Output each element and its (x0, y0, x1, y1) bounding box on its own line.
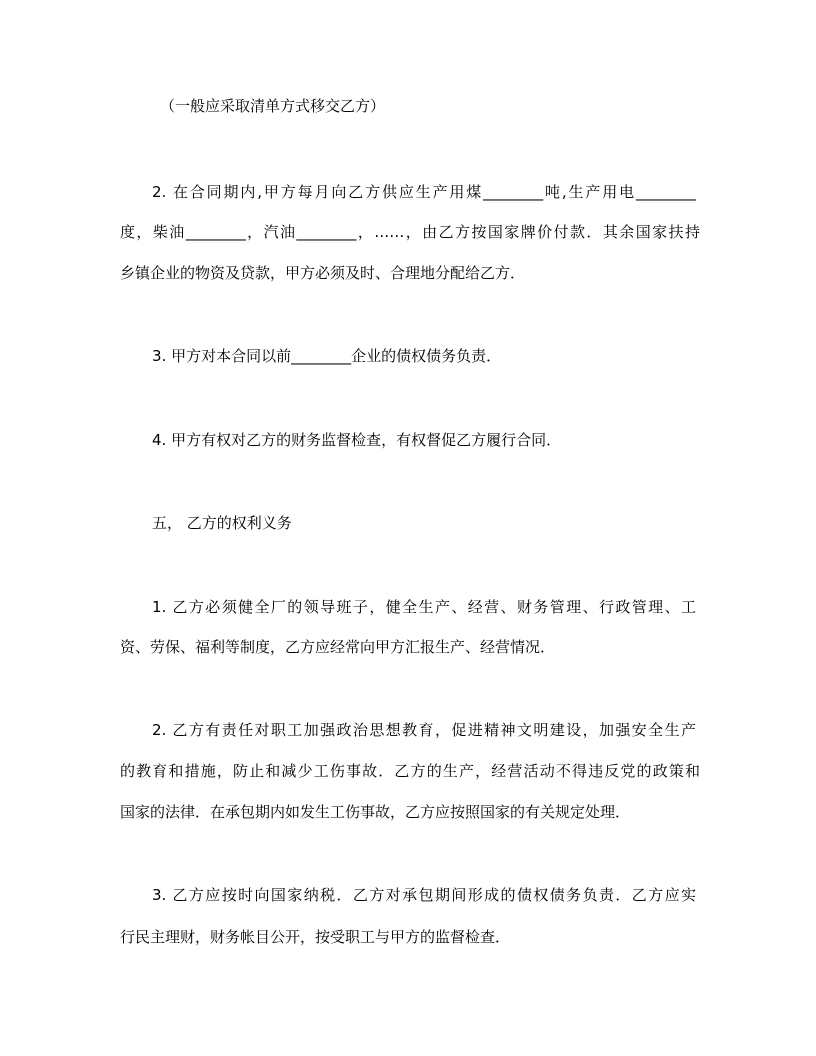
b-clause-2-line-3: 国家的法律．在承包期内如发生工伤事故，乙方应按照国家的有关规定处理． (120, 803, 631, 821)
b-clause-2-line-2: 的教育和措施，防止和减少工伤事故．乙方的生产，经营活动不得违反党的政策和 (120, 762, 700, 780)
clause-3: 3. 甲方对本合同以前________企业的债权债务负责． (152, 347, 502, 365)
clause-2-line-2: 度，柴油________，汽油________，……，由乙方按国家牌价付款．其余国家扶持 (120, 223, 700, 241)
clause-2-line-3: 乡镇企业的物资及贷款，甲方必须及时、合理地分配给乙方． (120, 264, 526, 282)
b-clause-1-line-2: 资、劳保、福利等制度，乙方应经常向甲方汇报生产、经营情况． (120, 638, 556, 656)
section-5-heading: 五， 乙方的权利义务 (152, 514, 292, 532)
intro-note: （一般应采取清单方式移交乙方） (160, 97, 386, 115)
clause-2-line-1: 2. 在合同期内,甲方每月向乙方供应生产用煤________吨,生产用电________ (152, 183, 696, 201)
b-clause-2-line-1: 2. 乙方有责任对职工加强政治思想教育，促进精神文明建设，加强安全生产 (152, 721, 696, 739)
clause-4: 4. 甲方有权对乙方的财务监督检查，有权督促乙方履行合同． (152, 431, 562, 449)
b-clause-1-line-1: 1. 乙方必须健全厂的领导班子，健全生产、经营、财务管理、行政管理、工 (152, 598, 696, 616)
b-clause-3-line-1: 3. 乙方应按时向国家纳税．乙方对承包期间形成的债权债务负责．乙方应实 (152, 886, 696, 904)
b-clause-3-line-2: 行民主理财，财务帐目公开，按受职工与甲方的监督检查． (120, 928, 511, 946)
